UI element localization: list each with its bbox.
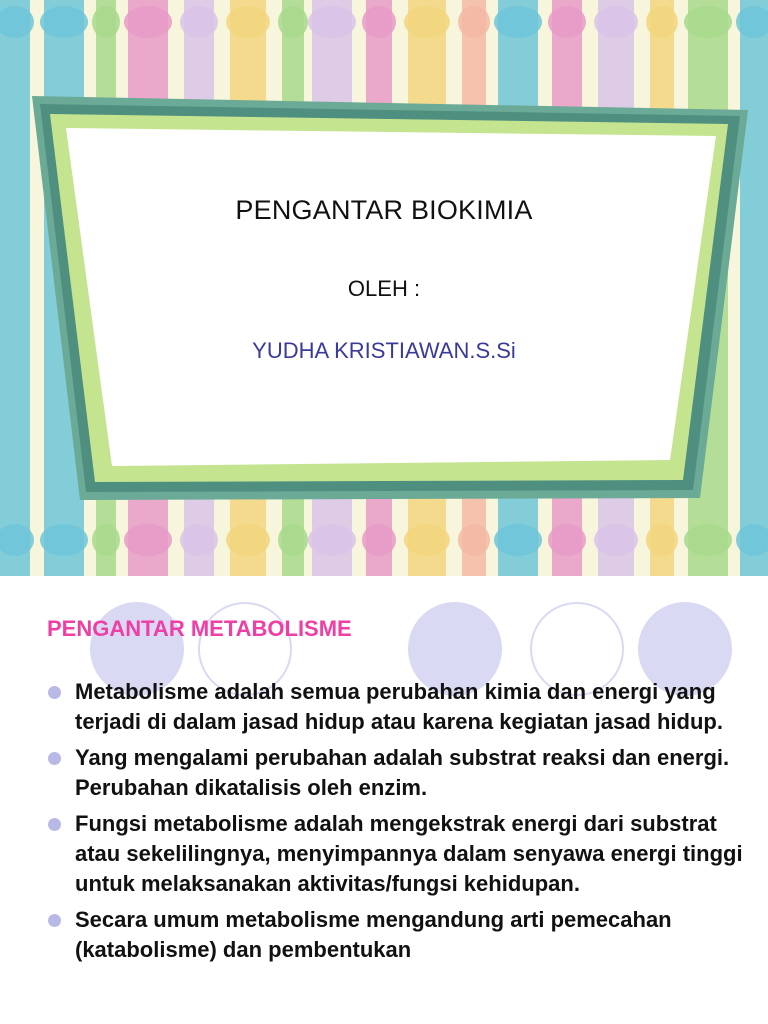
slide-title: PENGANTAR BIOKIMIA bbox=[235, 195, 533, 225]
bullet-item bbox=[46, 905, 746, 965]
by-label: OLEH : bbox=[347, 276, 421, 301]
content-title: PENGANTAR METABOLISME bbox=[47, 616, 352, 641]
bullet-list bbox=[46, 677, 746, 971]
bullet-dot-icon bbox=[48, 752, 61, 765]
bullet-dot-icon bbox=[48, 818, 61, 831]
bullet-dot-icon bbox=[48, 686, 61, 699]
bullet-text: Secara umum metabolisme mengandung arti pemecahan (katabolisme) dan pembentukan bbox=[75, 907, 672, 962]
bullet-text: Fungsi metabolisme adalah mengekstrak energi dari substrat atau sekelilingnya, menyimpannya dalam senyawa energi tinggi untuk melaksanakan aktivitas/fungsi kehidupan. bbox=[75, 811, 743, 896]
author-name: YUDHA KRISTIAWAN.S.Si bbox=[252, 338, 516, 363]
bullet-dot-icon bbox=[48, 914, 61, 927]
bullet-item bbox=[46, 743, 746, 803]
bullet-item bbox=[46, 809, 746, 899]
bullet-text: Yang mengalami perubahan adalah substrat reaksi dan energi. Perubahan dikatalisis oleh enzim. bbox=[75, 745, 730, 800]
bullet-text: Metabolisme adalah semua perubahan kimia dan energi yang terjadi di dalam jasad hidup atau karena kegiatan jasad hidup. bbox=[75, 679, 723, 734]
content-slide bbox=[0, 576, 768, 1024]
bullet-item bbox=[46, 677, 746, 737]
